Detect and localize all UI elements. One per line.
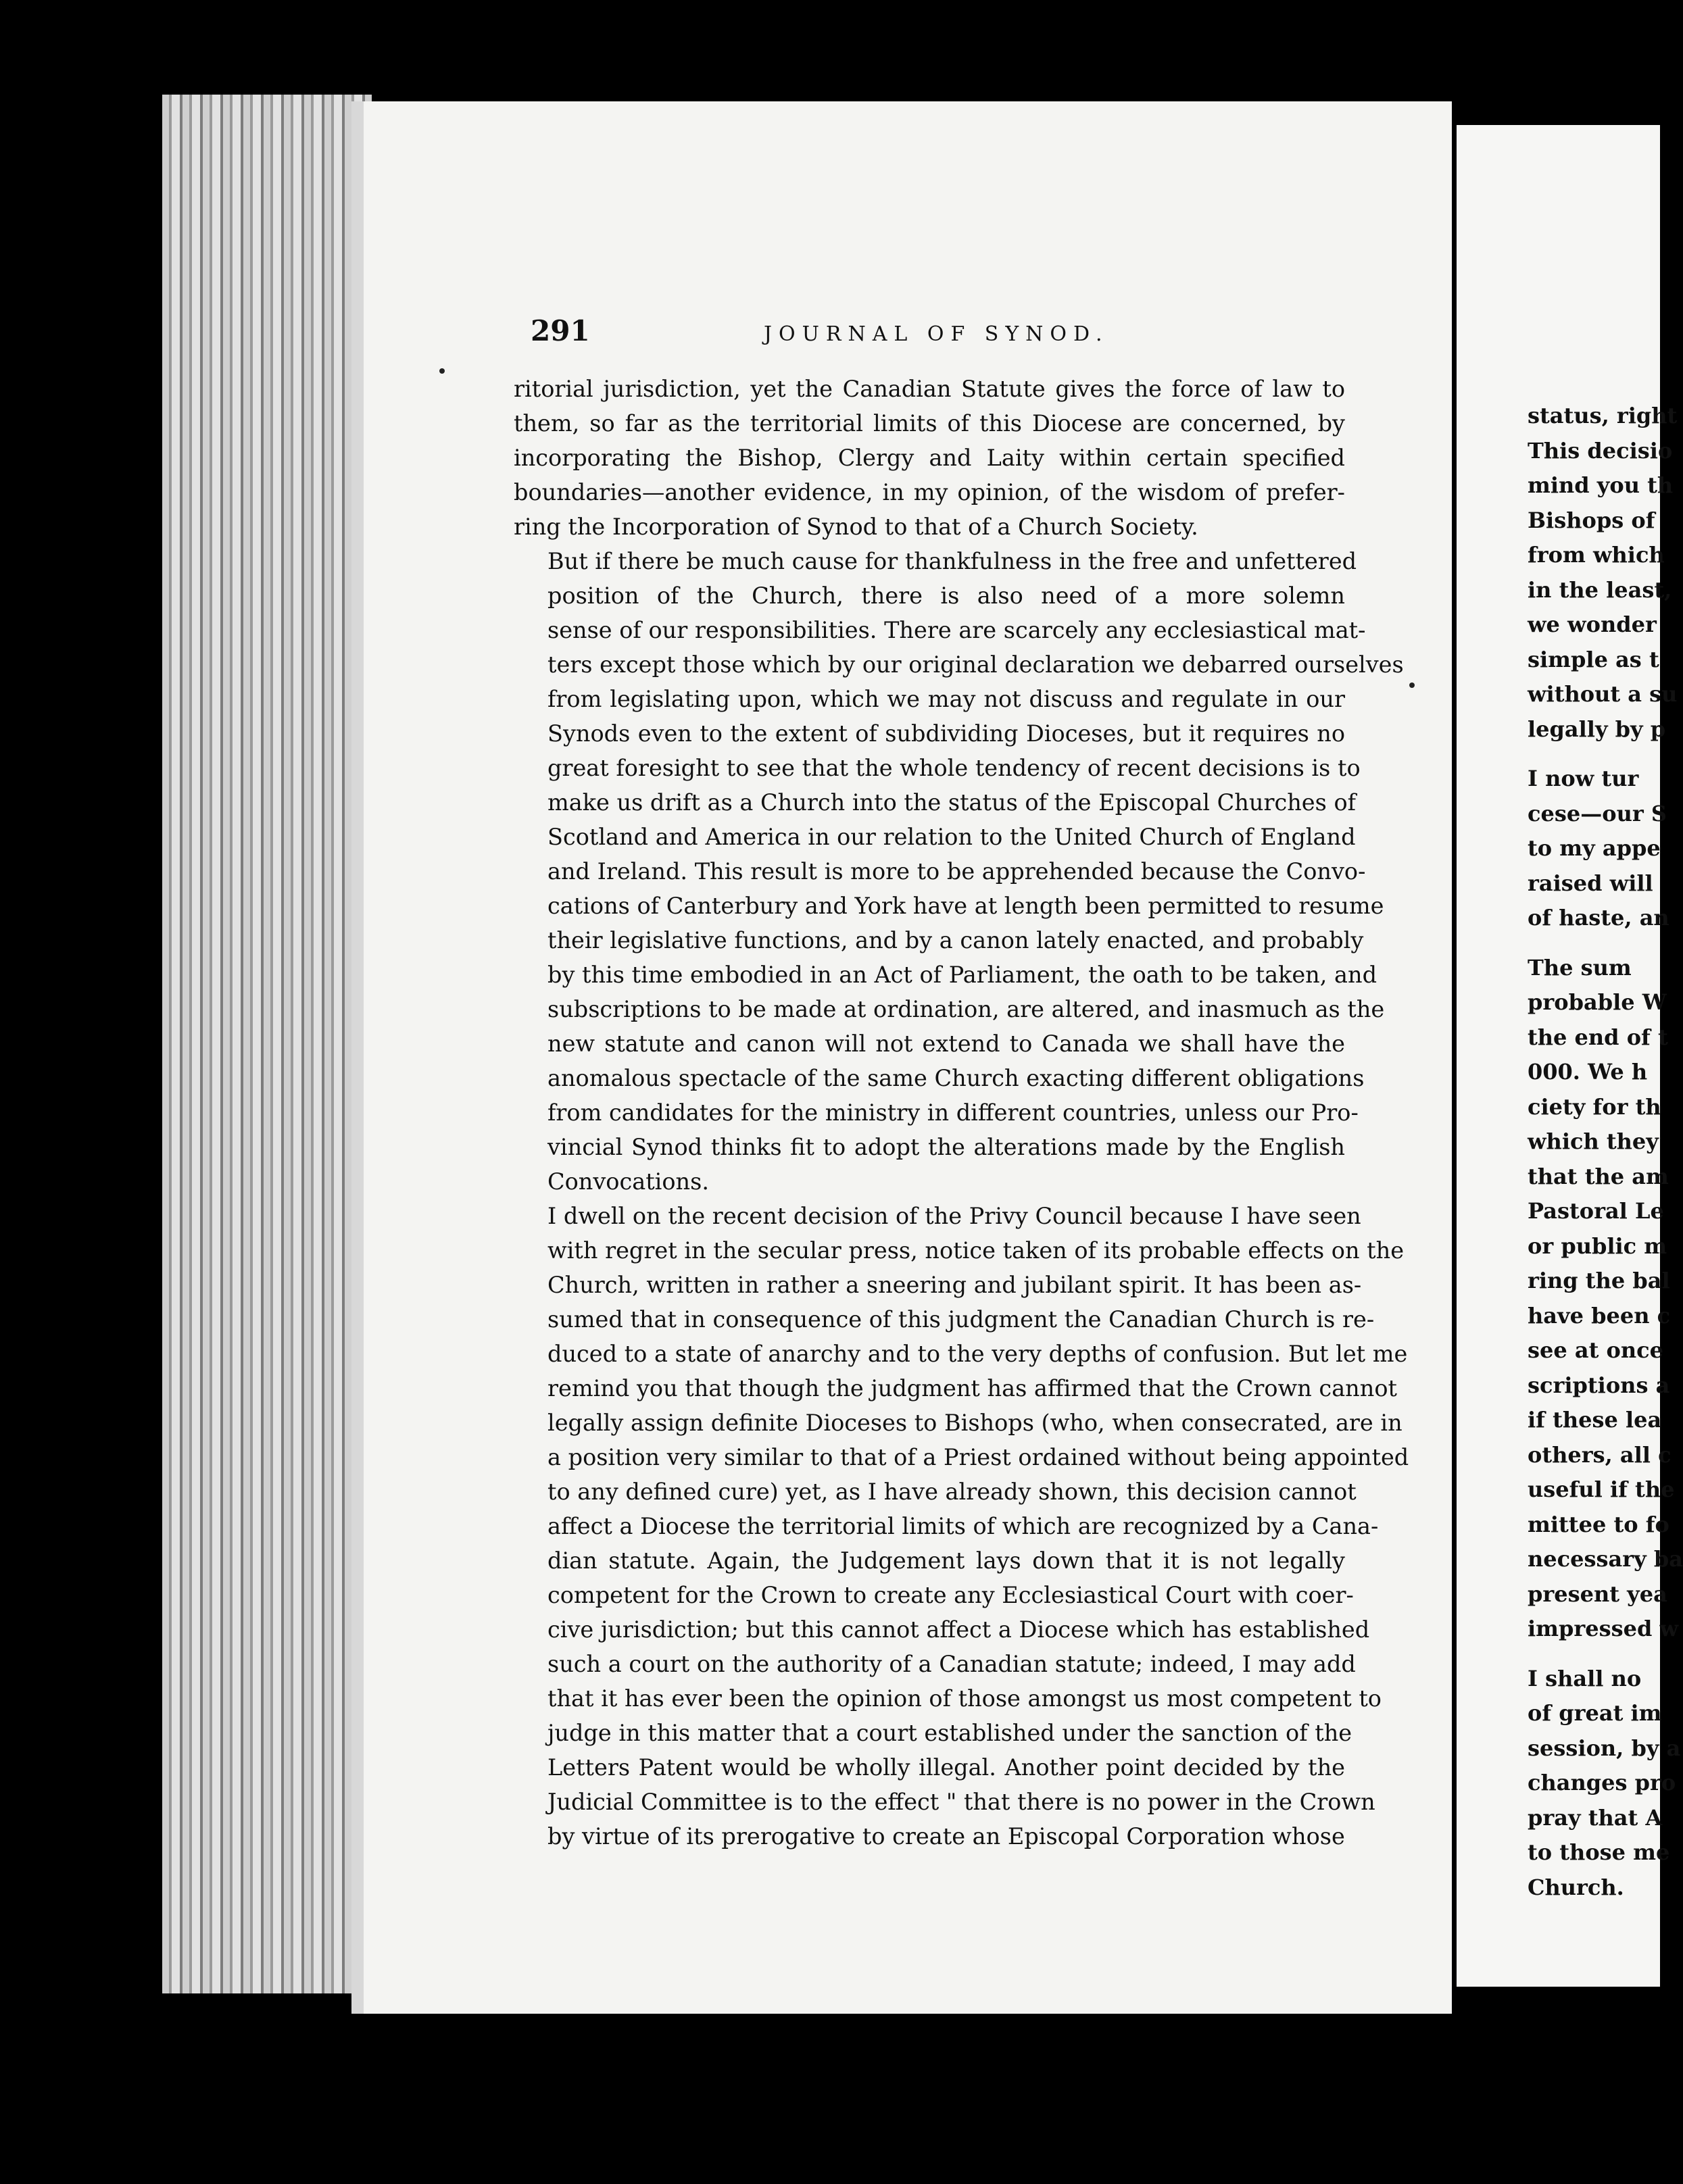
right-text-line: legally by p <box>1528 716 1666 742</box>
right-text-line: Church. <box>1528 1874 1624 1900</box>
page-edges <box>162 95 372 1993</box>
right-text-line: necessary ba <box>1528 1546 1683 1572</box>
right-text-line: from which <box>1528 542 1665 568</box>
right-text-line: 000. We h <box>1528 1059 1648 1085</box>
right-text-line: which they <box>1528 1128 1659 1154</box>
right-text-line: scriptions a <box>1528 1372 1670 1398</box>
right-text-line: of great im <box>1528 1700 1662 1726</box>
text-line: legally assign definite Dioceses to Bishops (who, when consecrated, are in <box>547 1410 1402 1436</box>
running-title: JOURNAL OF SYNOD. <box>764 322 1109 346</box>
text-line: Letters Patent would be wholly illegal. Another point decided by the <box>547 1754 1345 1781</box>
text-line: sumed that in consequence of this judgment the Canadian Church is re- <box>547 1306 1375 1333</box>
right-text-line: ciety for th <box>1528 1093 1661 1120</box>
right-text-line: This decisio <box>1528 437 1673 464</box>
text-line: Church, written in rather a sneering and jubilant spirit. It has been as- <box>547 1272 1362 1298</box>
text-line: make us drift as a Church into the status of the Episcopal Churches of <box>547 789 1357 816</box>
right-text-line: The sum <box>1528 954 1632 981</box>
right-text-line: changes pro <box>1528 1770 1676 1795</box>
page-header <box>531 314 1342 355</box>
text-line: from legislating upon, which we may not discuss and regulate in our <box>547 686 1345 712</box>
right-text-line: impressed w <box>1528 1616 1679 1641</box>
right-text-line: probable W <box>1528 989 1667 1015</box>
ink-speck <box>439 368 445 374</box>
right-page-text <box>1528 399 1683 1905</box>
text-line: ring the Incorporation of Synod to that of a Church Society. <box>514 514 1198 540</box>
right-text-line: others, all c <box>1528 1441 1672 1468</box>
right-text-line: ring the bal <box>1528 1268 1670 1293</box>
text-line: such a court on the authority of a Canadian statute; indeed, I may add <box>547 1651 1356 1677</box>
text-line: sense of our responsibilities. There are scarcely any ecclesiastical mat- <box>547 617 1366 643</box>
text-line: Synods even to the extent of subdividing Dioceses, but it requires no <box>547 720 1345 747</box>
paragraph <box>514 544 1404 1199</box>
text-line: by virtue of its prerogative to create an Episcopal Corporation whose <box>547 1823 1345 1850</box>
right-text-line: without a su <box>1528 681 1678 707</box>
right-text-line: mittee to fo <box>1528 1511 1669 1537</box>
text-line: incorporating the Bishop, Clergy and Laity within certain specified <box>514 445 1345 471</box>
right-text-line: mind you th <box>1528 472 1674 498</box>
text-line: a position very similar to that of a Priest ordained without being appointed <box>547 1444 1409 1470</box>
text-line: ritorial jurisdiction, yet the Canadian Statute gives the force of law to <box>514 376 1345 402</box>
right-text-line: in the least, <box>1528 576 1672 603</box>
right-text-line: session, by a <box>1528 1735 1681 1761</box>
paragraph-gap <box>1528 747 1663 762</box>
text-line: great foresight to see that the whole tendency of recent decisions is to <box>547 755 1361 781</box>
text-line: and Ireland. This result is more to be apprehended because the Convo- <box>547 858 1366 885</box>
right-text-line: that the am <box>1528 1163 1669 1189</box>
text-line: Scotland and America in our relation to the United Church of England <box>547 824 1356 850</box>
text-line: Convocations. <box>547 1168 709 1195</box>
text-line: remind you that though the judgment has affirmed that the Crown cannot <box>547 1375 1397 1401</box>
paragraph-gap <box>1528 936 1663 951</box>
right-text-line: pray that A <box>1528 1804 1663 1831</box>
text-line: that it has ever been the opinion of those amongst us most competent to <box>547 1685 1382 1712</box>
text-line: duced to a state of anarchy and to the very depths of confusion. But let me <box>547 1341 1408 1367</box>
text-line: boundaries—another evidence, in my opinion, of the wisdom of prefer- <box>514 479 1345 505</box>
right-text-line: of haste, an <box>1528 905 1669 930</box>
right-text-line: Pastoral Le <box>1528 1198 1664 1224</box>
right-text-line: present yea <box>1528 1581 1667 1607</box>
right-text-line: to those me <box>1528 1839 1670 1865</box>
right-text-line: if these lea <box>1528 1407 1662 1433</box>
text-line: subscriptions to be made at ordination, are altered, and inasmuch as the <box>547 996 1385 1022</box>
text-line: dian statute. Again, the Judgement lays down that it is not legally <box>547 1547 1345 1574</box>
right-text-line: we wonder <box>1528 612 1657 637</box>
ink-speck <box>1409 682 1415 688</box>
right-text-line: or public m <box>1528 1233 1667 1259</box>
text-line: new statute and canon will not extend to Canada we shall have the <box>547 1031 1345 1057</box>
paragraph <box>514 372 1345 544</box>
right-text-line: Bishops of <box>1528 507 1655 533</box>
text-line: position of the Church, there is also need of a more solemn <box>547 582 1345 609</box>
text-line: with regret in the secular press, notice taken of its probable effects on the <box>547 1237 1405 1264</box>
text-line: affect a Diocese the territorial limits of which are recognized by a Cana- <box>547 1513 1379 1539</box>
page-number: 291 <box>531 314 590 347</box>
text-line: ters except those which by our original declaration we debarred ourselves <box>547 651 1404 678</box>
right-text-line: status, right <box>1528 403 1678 428</box>
text-line: vincial Synod thinks fit to adopt the alterations made by the English <box>547 1134 1345 1160</box>
text-line: judge in this matter that a court established under the sanction of the <box>547 1720 1352 1746</box>
right-text-line: the end of t <box>1528 1024 1668 1050</box>
text-line: them, so far as the territorial limits of this Diocese are concerned, by <box>514 410 1345 437</box>
right-text-line: cese—our S <box>1528 800 1667 826</box>
text-line: cations of Canterbury and York have at length been permitted to resume <box>547 893 1384 919</box>
paragraph-gap <box>1528 1647 1663 1662</box>
right-text-line: have been c <box>1528 1302 1671 1329</box>
right-text-line: raised will <box>1528 870 1653 896</box>
text-line: cive jurisdiction; but this cannot affect a Diocese which has established <box>547 1616 1370 1643</box>
text-line: I dwell on the recent decision of the Privy Council because I have seen <box>547 1203 1361 1229</box>
text-line: their legislative functions, and by a canon lately enacted, and probably <box>547 927 1364 953</box>
text-line: Judicial Committee is to the effect " that there is no power in the Crown <box>547 1789 1375 1815</box>
text-line: from candidates for the ministry in different countries, unless our Pro- <box>547 1099 1359 1126</box>
text-line: competent for the Crown to create any Ecclesiastical Court with coer- <box>547 1582 1354 1608</box>
right-text-line: I now tur <box>1528 766 1639 791</box>
text-line: anomalous spectacle of the same Church exacting different obligations <box>547 1065 1365 1091</box>
right-text-line: useful if the <box>1528 1476 1675 1502</box>
text-line: to any defined cure) yet, as I have already shown, this decision cannot <box>547 1479 1357 1505</box>
text-line: by this time embodied in an Act of Parliament, the oath to be taken, and <box>547 962 1377 988</box>
right-text-line: see at once <box>1528 1337 1663 1363</box>
body-text <box>514 372 1409 1854</box>
right-text-line: simple as t <box>1528 646 1659 672</box>
paragraph <box>514 1199 1409 1854</box>
right-text-line: I shall no <box>1528 1665 1642 1691</box>
text-line: But if there be much cause for thankfulness in the free and unfettered <box>547 548 1357 574</box>
right-text-line: to my appe <box>1528 835 1661 861</box>
